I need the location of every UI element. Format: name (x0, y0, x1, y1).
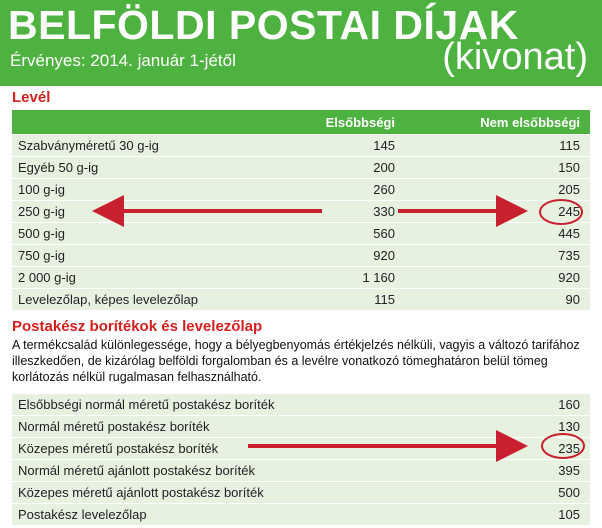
envelope-price: 235 (558, 441, 580, 456)
row-label: 750 g-ig (18, 248, 65, 263)
envelope-price: 160 (558, 397, 580, 412)
envelope-price: 500 (558, 485, 580, 500)
validity-subtitle: Érvényes: 2014. január 1-jétől (10, 51, 236, 70)
non-priority-price: 90 (565, 292, 580, 307)
row-label: Közepes méretű postakész boríték (18, 441, 219, 456)
letter-table-row (12, 178, 590, 200)
priority-price: 200 (373, 160, 395, 175)
non-priority-price: 735 (558, 248, 580, 263)
non-priority-price: 920 (558, 270, 580, 285)
header-banner (0, 0, 602, 86)
envelope-table-row (12, 503, 590, 525)
excerpt-note: (kivonat) (442, 36, 588, 78)
row-label: 100 g-ig (18, 182, 65, 197)
letter-table-row (12, 200, 590, 222)
priority-price: 115 (374, 292, 395, 307)
letter-table-header (12, 110, 590, 134)
row-label: 250 g-ig (18, 204, 65, 219)
envelope-table-row (12, 481, 590, 503)
envelope-price: 130 (558, 419, 580, 434)
envelope-section-title: Postakész borítékok és levelezőlap (12, 318, 263, 335)
page-title: BELFÖLDI POSTAI DÍJAK (8, 2, 519, 48)
letter-table-row (12, 156, 590, 178)
row-label: 500 g-ig (18, 226, 65, 241)
row-label: Elsőbbségi normál méretű postakész boríték (18, 397, 275, 412)
letter-table-row (12, 244, 590, 266)
envelope-price-table (12, 393, 590, 525)
letter-price-table (12, 110, 590, 310)
row-label: Levelezőlap, képes levelezőlap (18, 292, 198, 307)
letter-table-row (12, 288, 590, 310)
letter-table-row (12, 134, 590, 156)
priority-price: 260 (373, 182, 395, 197)
envelope-table-row (12, 459, 590, 481)
row-label: Közepes méretű ajánlott postakész boríték (18, 485, 264, 500)
non-priority-price: 245 (558, 204, 580, 219)
envelope-description: A termékcsalád különlegessége, hogy a bélyegbenyomás értékjelzés nélküli, vagyis a változó tarifához illeszkedően, de kizárólag belföldi forgalomban és a levélre vonatkozó tömeghatáron belül tömeg korlátozás nélkül rugalmasan felhasználható. (12, 338, 580, 384)
envelope-table-row (12, 393, 590, 415)
priority-price: 145 (373, 138, 395, 153)
letter-table-row (12, 266, 590, 288)
row-label: Szabványméretű 30 g-ig (18, 138, 159, 153)
priority-price: 920 (373, 248, 395, 263)
row-label: Normál méretű ajánlott postakész boríték (18, 463, 255, 478)
priority-price: 1 160 (362, 270, 395, 285)
non-priority-price: 445 (558, 226, 580, 241)
row-label: Egyéb 50 g-ig (18, 160, 99, 175)
non-priority-price: 205 (558, 182, 580, 197)
row-label: Postakész levelezőlap (18, 507, 147, 522)
priority-price: 330 (373, 204, 395, 219)
column-header-non-priority: Nem elsőbbségi (480, 115, 580, 130)
envelope-price: 105 (558, 507, 580, 522)
letter-table-row (12, 222, 590, 244)
non-priority-price: 150 (558, 160, 580, 175)
envelope-price: 395 (558, 463, 580, 478)
letter-section-title: Levél (12, 89, 51, 106)
non-priority-price: 115 (559, 138, 580, 153)
column-header-priority: Elsőbbségi (325, 115, 395, 130)
row-label: 2 000 g-ig (18, 270, 76, 285)
envelope-table-row (12, 415, 590, 437)
row-label: Normál méretű postakész boríték (18, 419, 210, 434)
envelope-table-row (12, 437, 590, 459)
priority-price: 560 (373, 226, 395, 241)
